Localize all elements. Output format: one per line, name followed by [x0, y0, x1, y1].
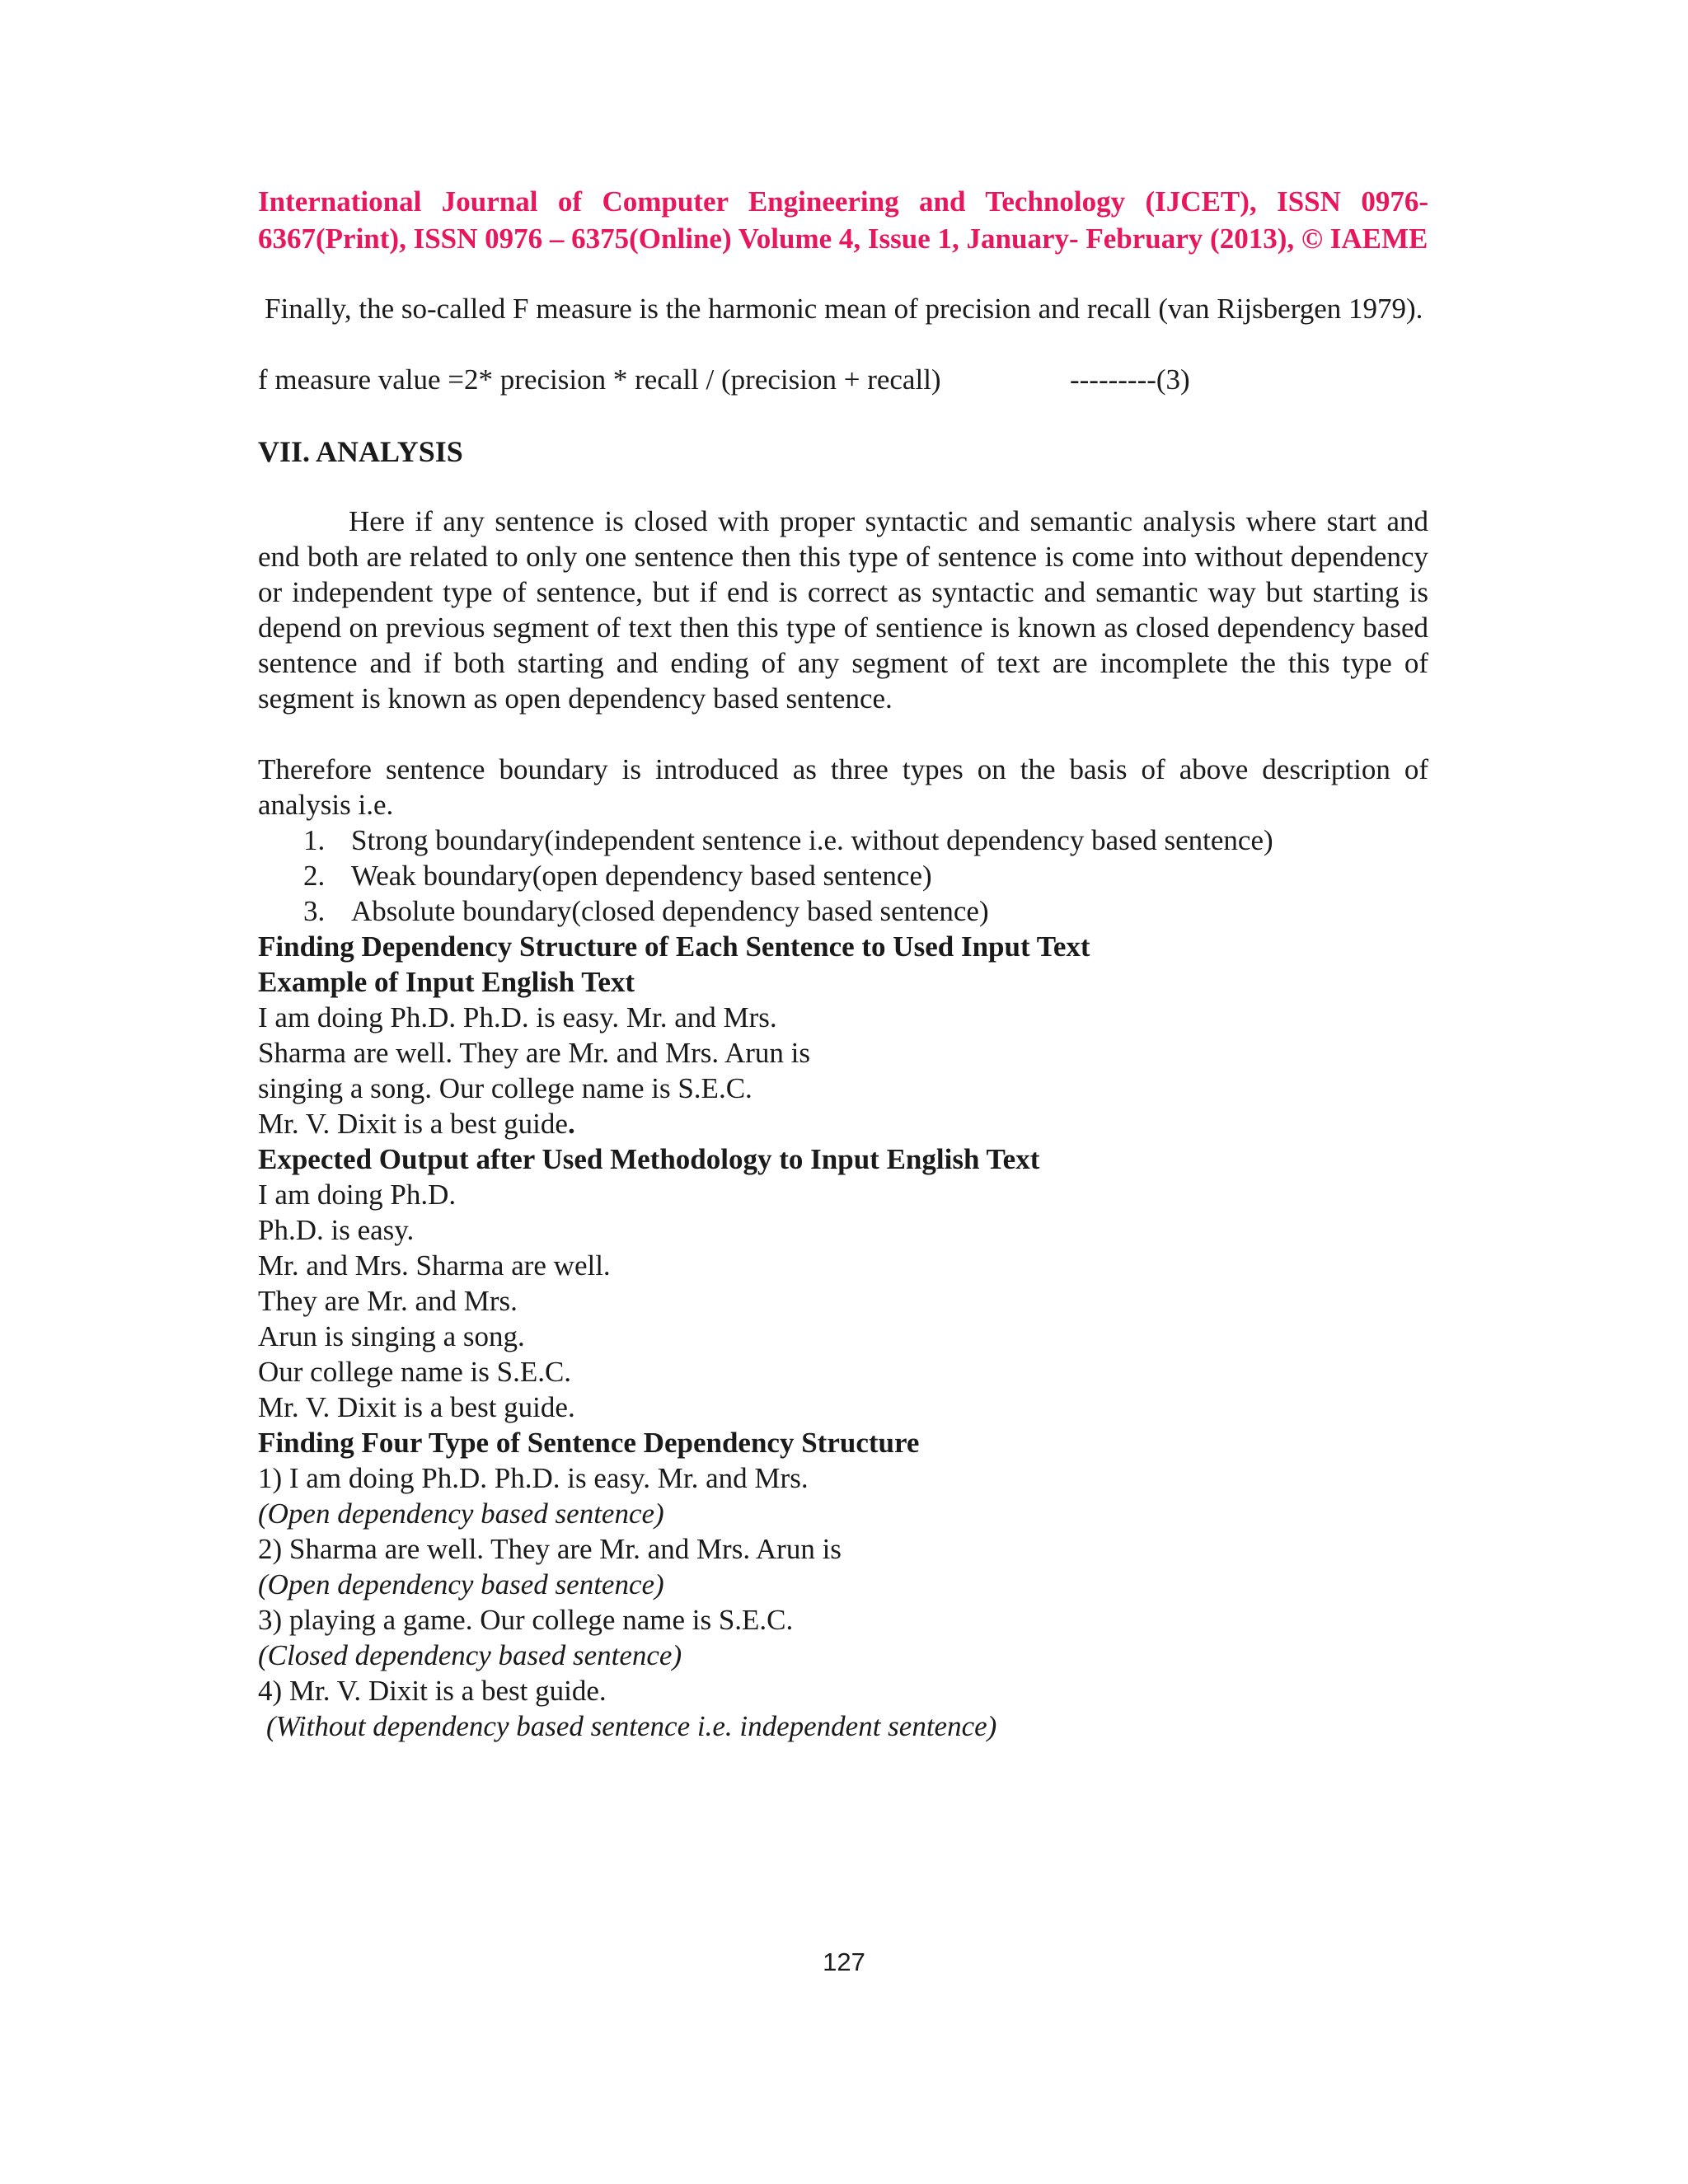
list-item-number: 3. 3.: [303, 895, 326, 927]
four-type-text: 4) Mr. V. Dixit is a best guide.: [258, 1675, 607, 1707]
example-line-last: [258, 1106, 1428, 1141]
four-type-label: (Open dependency based sentence): [258, 1568, 664, 1601]
formula-number: ---------(3): [1070, 363, 1190, 396]
journal-header-line-1: International Journal of Computer Engineering and Technology (IJCET), ISSN 0976-: [258, 185, 1428, 218]
analysis-paragraph-1: Here if any sentence is closed with proper syntactic and semantic analysis where start and end both are related to only one sentence then this type of sentence is come into without dependency or independent type of sentence, but if end is correct as syntactic and semantic way but starting is depend on previous segment of text then this type of sentience is known as closed dependency based sentence and if both starting and ending of any segment of text are incomplete the this type of segment is known as open dependency based sentence.: [258, 505, 1428, 715]
expected-line: Mr. V. Dixit is a best guide.: [258, 1391, 575, 1423]
expected-heading: Expected Output after Used Methodology to Input English Text: [258, 1143, 1040, 1175]
list-item: [303, 858, 1428, 893]
four-type-text: 2) Sharma are well. They are Mr. and Mrs. Arun is: [258, 1533, 842, 1565]
example-line: Mr. V. Dixit is a best guide: [258, 1108, 568, 1140]
page-number: 127: [823, 1947, 865, 1976]
four-type-text: 1) I am doing Ph.D. Ph.D. is easy. Mr. and Mrs.: [258, 1462, 809, 1494]
journal-header: [258, 183, 1428, 257]
expected-line: Arun is singing a song.: [258, 1320, 525, 1352]
example-heading: Example of Input English Text: [258, 966, 635, 998]
list-item: [303, 893, 1428, 929]
expected-output: [258, 1177, 1428, 1425]
example-final-period: .: [567, 1108, 575, 1140]
list-item: [303, 823, 1428, 858]
list-item-text: Weak boundary(open dependency based sentence): [351, 860, 932, 892]
journal-header-line-2: 6367(Print), ISSN 0976 – 6375(Online) Volume 4, Issue 1, January- February (2013), © IAEME: [258, 223, 1428, 255]
four-type-text: 3) playing a game. Our college name is S.E.C.: [258, 1604, 794, 1636]
list-item-text: Strong boundary(independent sentence i.e. without dependency based sentence): [351, 824, 1273, 856]
four-type-label: (Closed dependency based sentence): [258, 1639, 682, 1671]
example-line: singing a song. Our college name is S.E.C.: [258, 1072, 753, 1104]
four-type-label: (Open dependency based sentence): [258, 1497, 664, 1530]
example-line: I am doing Ph.D. Ph.D. is easy. Mr. and Mrs.: [258, 1001, 777, 1033]
intro-paragraph: Finally, the so-called F measure is the harmonic mean of precision and recall (van Rijsbergen 1979).: [265, 293, 1423, 325]
example-text: [258, 1000, 1428, 1141]
expected-line: They are Mr. and Mrs.: [258, 1285, 518, 1317]
dependency-heading: Finding Dependency Structure of Each Sentence to Used Input Text: [258, 930, 1090, 963]
f-measure-formula: [258, 362, 1428, 397]
list-item-number: 1. 1.: [303, 824, 326, 856]
expected-line: Ph.D. is easy.: [258, 1214, 415, 1246]
four-types-heading: Finding Four Type of Sentence Dependency Structure: [258, 1427, 920, 1459]
expected-line: Our college name is S.E.C.: [258, 1356, 572, 1388]
list-item-text: Absolute boundary(closed dependency based sentence): [351, 895, 989, 927]
section-title: VII. ANALYSIS: [258, 435, 463, 468]
four-types-list: [258, 1460, 1428, 1744]
list-item-number: 2. 2.: [303, 860, 326, 892]
four-type-label: (Without dependency based sentence i.e. independent sentence): [266, 1710, 997, 1742]
expected-line: Mr. and Mrs. Sharma are well.: [258, 1249, 611, 1282]
example-line: Sharma are well. They are Mr. and Mrs. Arun is: [258, 1037, 811, 1069]
formula-expression: f measure value =2* precision * recall / (precision + recall): [258, 363, 941, 396]
boundary-types-list: [258, 823, 1428, 929]
page-content: [258, 183, 1428, 1744]
expected-line: I am doing Ph.D.: [258, 1179, 457, 1211]
analysis-paragraph-2: Therefore sentence boundary is introduced as three types on the basis of above description of analysis i.e.: [258, 753, 1428, 821]
